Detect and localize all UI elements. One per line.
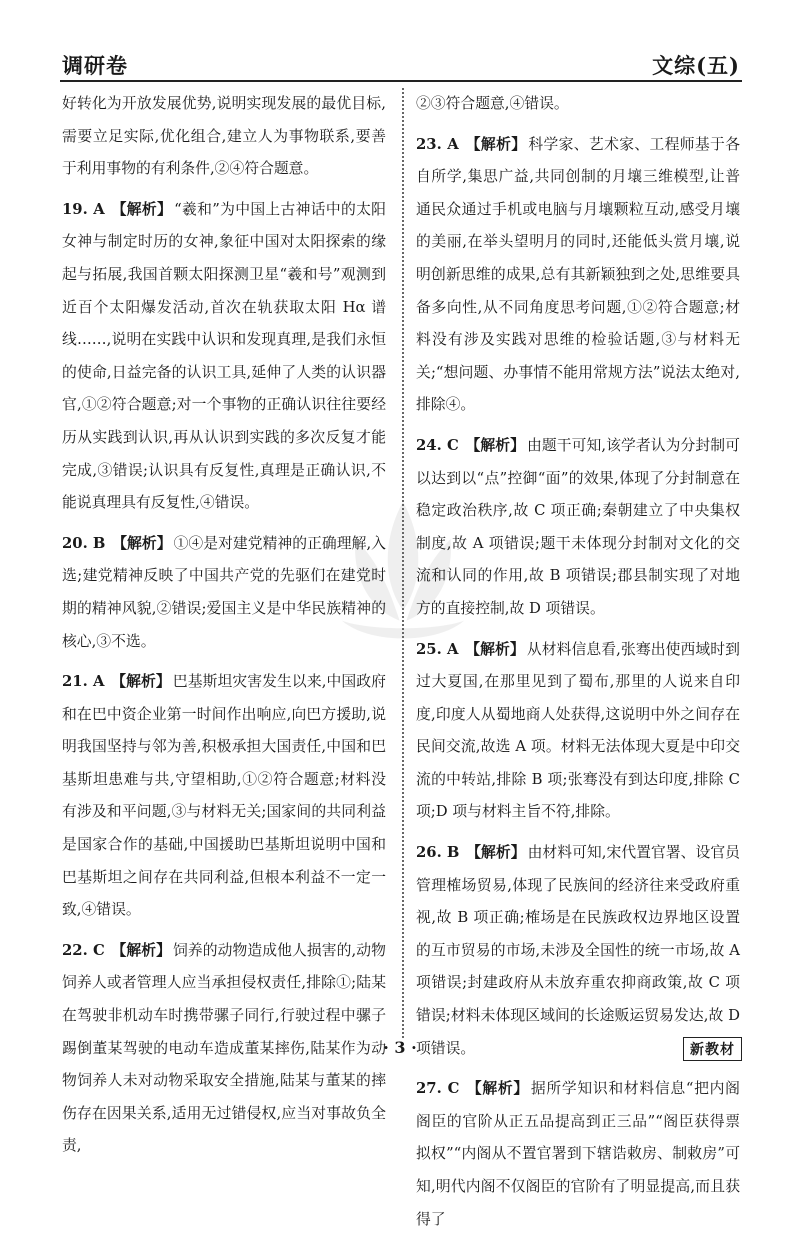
analysis-tag: 【解析】 bbox=[465, 640, 525, 658]
subject-label: 文综(五) bbox=[652, 53, 740, 78]
page-header bbox=[60, 48, 742, 78]
answer-text: 由题干可知,该学者认为分封制可以达到以“点”控御“面”的效果,体现了分封制意在稳定政治秩序,故 C 项正确;秦朝建立了中央集权制度,故 A 项错误;题干未体现分封制对文化的交流和认同的作用,故 B 项错误;郡县制实现了对地方的直接控制,故 D 项错误。 bbox=[416, 436, 740, 617]
answer-item-25 bbox=[416, 634, 740, 830]
analysis-tag: 【解析】 bbox=[465, 436, 526, 454]
left-column bbox=[62, 88, 386, 1171]
question-number: 26. B bbox=[416, 844, 460, 862]
analysis-tag: 【解析】 bbox=[466, 1080, 529, 1098]
header-divider bbox=[60, 80, 742, 82]
answer-continuation-18 bbox=[62, 88, 386, 186]
question-number: 24. C bbox=[416, 436, 459, 454]
answer-text: ①④是对建党精神的正确理解,入选;建党精神反映了中国共产党的先驱们在建党时期的精神风貌,②错误;爱国主义是中华民族精神的核心,③不选。 bbox=[62, 534, 386, 650]
answer-item-27 bbox=[416, 1073, 740, 1236]
answer-text: 巴基斯坦灾害发生以来,中国政府和在巴中资企业第一时间作出响应,向巴方援助,说明我国坚持与邻为善,积极承担大国责任,中国和巴基斯坦患难与共,守望相助,①②符合题意;材料没有涉及和平问题,③与材料无关;国家间的共同利益是国家合作的基础,中国援助巴基斯坦说明中国和巴基斯坦之间存在共同利益,但根本利益不一定一致,④错误。 bbox=[62, 673, 386, 919]
analysis-tag: 【解析】 bbox=[112, 534, 172, 552]
answer-text: 饲养的动物造成他人损害的,动物饲养人或者管理人应当承担侵权责任,排除①;陆某在驾驶非机动车时携带骡子同行,行驶过程中骡子踢倒董某驾驶的电动车造成董某摔伤,陆某作为动物饲养人未对动物采取安全措施,陆某与董某的摔伤存在因果关系,适用无过错侵权,应当对事故负全责, bbox=[62, 941, 386, 1155]
question-number: 22. C bbox=[62, 941, 105, 959]
question-number: 19. A bbox=[62, 200, 105, 218]
answer-item-26 bbox=[416, 837, 740, 1065]
answer-item-24 bbox=[416, 430, 740, 626]
answer-text: 由材料可知,宋代置官署、设官员管理榷场贸易,体现了民族间的经济往来受政府重视,故 B 项正确;榷场是在民族政权边界地区设置的互市贸易的市场,未涉及全国性的统一市场,故 A 项错误;封建政府从未放弃重农抑商政策,故 C 项错误;材料未体现区域间的长途贩运贸易发达,故 D 项错误。 bbox=[416, 844, 740, 1057]
question-number: 27. C bbox=[416, 1080, 460, 1098]
answer-item-19 bbox=[62, 194, 386, 520]
answer-text: 据所学知识和材料信息“把内阁阁臣的官阶从正五品提高到正三品”“阁臣获得票拟权”“内阁从不置官署到下辖诰敕房、制敕房”可知,明代内阁不仅阁臣的官阶有了明显提高,而且获得了 bbox=[416, 1080, 740, 1228]
column-divider bbox=[402, 88, 404, 1038]
exam-type-label: 调研卷 bbox=[62, 53, 128, 78]
question-number: 21. A bbox=[62, 673, 105, 691]
answer-text: “羲和”为中国上古神话中的太阳女神与制定时历的女神,象征中国对太阳探索的缘起与拓展,我国首颗太阳探测卫星“羲和号”观测到近百个太阳爆发活动,首次在轨获取太阳 Hα 谱线……,说明在实践中认识和发现真理,是我们永恒的使命,日益完备的认识工具,延伸了人类的认识器官,①②符合题意;对一个事物的正确认识往往要经历从实践到认识,再从认识到实践的多次反复才能完成,③错误;认识具有反复性,真理是正确认识,不能说真理具有反复性,④错误。 bbox=[62, 200, 386, 512]
question-number: 25. A bbox=[416, 640, 459, 658]
answer-text: 好转化为开放发展优势,说明实现发展的最优目标,需要立足实际,优化组合,建立人为事物联系,要善于利用事物的有利条件,②④符合题意。 bbox=[62, 95, 386, 178]
page-number: · 3 · bbox=[383, 1038, 417, 1057]
analysis-tag: 【解析】 bbox=[111, 673, 171, 691]
answer-continuation-22 bbox=[416, 88, 740, 121]
answer-item-21 bbox=[62, 666, 386, 927]
right-column bbox=[416, 88, 740, 1244]
answer-item-20 bbox=[62, 528, 386, 658]
question-number: 20. B bbox=[62, 534, 106, 552]
question-number: 23. A bbox=[416, 135, 459, 153]
answer-text: ②③符合题意,④错误。 bbox=[416, 95, 569, 112]
edition-badge: 新教材 bbox=[683, 1037, 742, 1061]
analysis-tag: 【解析】 bbox=[111, 200, 173, 218]
answer-text: 从材料信息看,张骞出使西域时到过大夏国,在那里见到了蜀布,那里的人说来自印度,印度人从蜀地商人处获得,这说明中外之间存在民间交流,故选 A 项。材料无法体现大夏是中印交流的中转站,排除 B 项;张骞没有到达印度,排除 C 项;D 项与材料主旨不符,排除。 bbox=[416, 640, 740, 821]
analysis-tag: 【解析】 bbox=[465, 135, 527, 153]
answer-text: 科学家、艺术家、工程师基于各自所学,集思广益,共同创制的月壤三维模型,让普通民众通过手机或电脑与月壤颗粒互动,感受月壤的美丽,在举头望明月的同时,还能低头赏月壤,说明创新思维的成果,总有其新颖独到之处,思维要具备多向性,从不同角度思考问题,①②符合题意;材料没有涉及实践对思维的检验话题,③与材料无关;“想问题、办事情不能用常规方法”说法太绝对,排除④。 bbox=[416, 135, 740, 414]
analysis-tag: 【解析】 bbox=[466, 844, 526, 862]
analysis-tag: 【解析】 bbox=[111, 941, 172, 959]
answer-item-23 bbox=[416, 129, 740, 422]
